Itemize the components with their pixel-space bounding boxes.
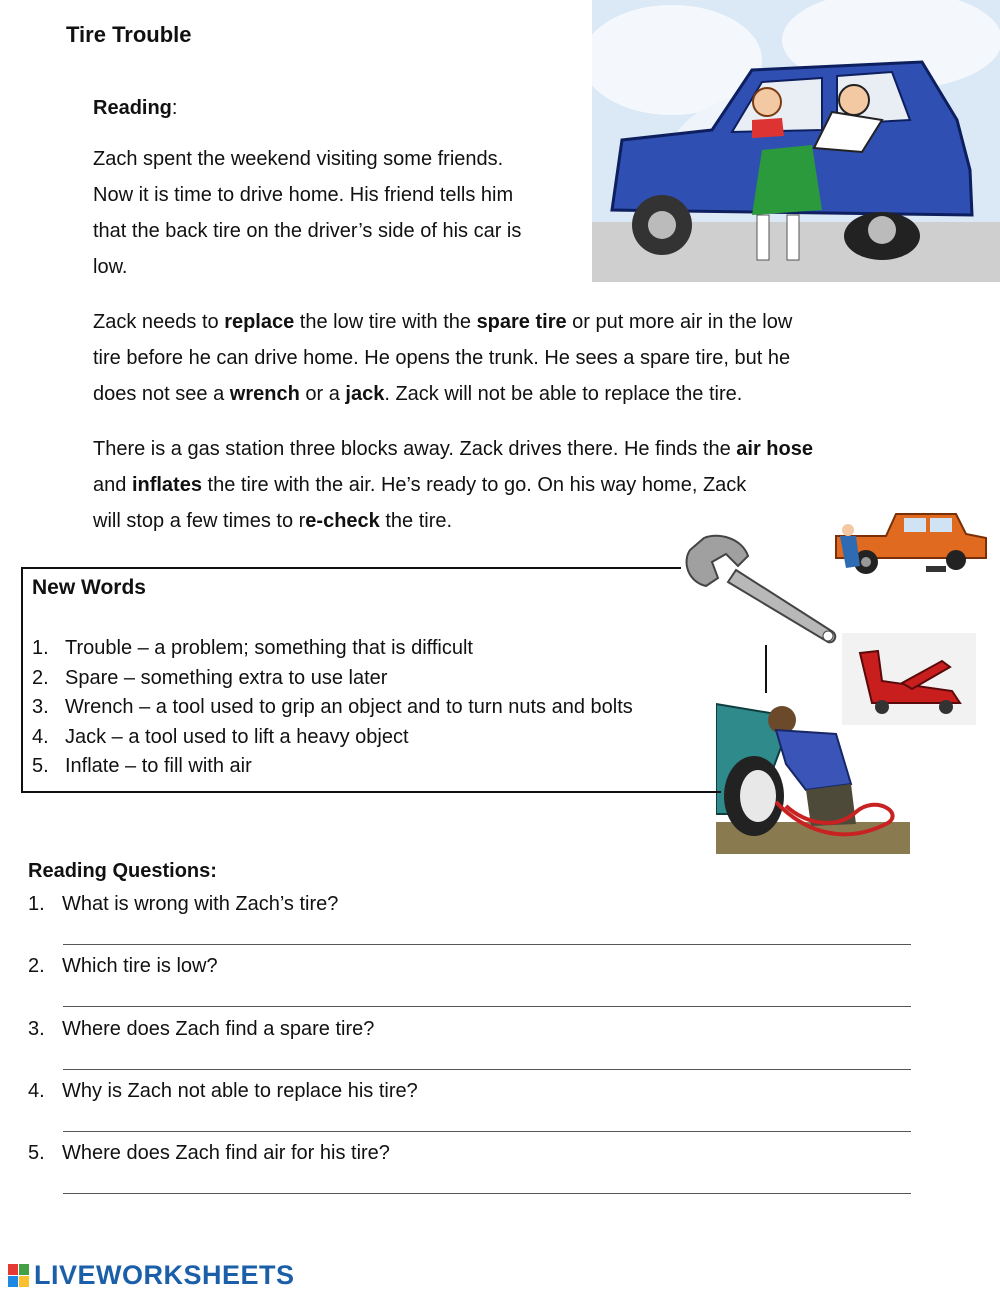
reading-questions-title: Reading Questions: [28,860,217,882]
answer-line-4[interactable] [63,1131,911,1132]
question-5: 5. Where does Zach find air for his tire? [28,1142,390,1164]
answer-line-3[interactable] [63,1069,911,1070]
liveworksheets-logo [8,1260,295,1291]
new-word-item: 1. Trouble – a problem; something that is difficult [32,637,473,659]
question-2: 2. Which tire is low? [28,955,218,977]
new-word-item: 4. Jack – a tool used to lift a heavy object [32,725,409,748]
worksheet-title: Tire Trouble [66,22,192,47]
reading-paragraph-3: There is a gas station three blocks away. Zack drives there. He finds the air hose and inflates the tire with the air. He’s ready to go. On his way home, Zack will stop a few times to re-check the tire. [93,438,813,532]
reading-label: Reading: [93,97,178,119]
answer-line-2[interactable] [63,1006,911,1007]
new-word-item: 3. Wrench – a tool used to grip an object and to turn nuts and bolts [32,696,633,718]
new-words-title: New Words [32,576,146,599]
new-words-box-top-border [21,567,681,569]
liveworksheets-logo-text: LIVEWORKSHEETS [34,1260,295,1290]
reading-paragraph-1: Zach spent the weekend visiting some friends. Now it is time to drive home. His friend tells him that the back tire on the driver’s side of his car is low. [93,148,522,278]
question-3: 3. Where does Zach find a spare tire? [28,1018,375,1040]
reading-paragraph-2: Zack needs to replace the low tire with the spare tire or put more air in the low tire before he can drive home. He opens the trunk. He sees a spare tire, but he does not see a wrench or a jack. Zack will not be able to replace the tire. [93,311,793,405]
new-word-item: 5. Inflate – to fill with air [32,755,252,777]
wrench-illustration [678,532,846,648]
truck-tire-change-illustration [826,496,990,576]
new-words-list [32,634,633,782]
answer-line-5[interactable] [63,1193,911,1194]
inflating-tire-illustration [716,694,910,854]
connector-line [765,645,767,693]
liveworksheets-logo-icon [8,1264,30,1288]
new-word-item: 2. Spare – something extra to use later [32,666,388,689]
new-words-box-bottom-border [21,791,721,793]
question-1: 1. What is wrong with Zach’s tire? [28,893,339,915]
new-words-box-left-border [21,567,23,793]
car-flat-tire-illustration [592,0,1000,282]
question-4: 4. Why is Zach not able to replace his tire? [28,1080,418,1102]
answer-line-1[interactable] [63,944,911,945]
